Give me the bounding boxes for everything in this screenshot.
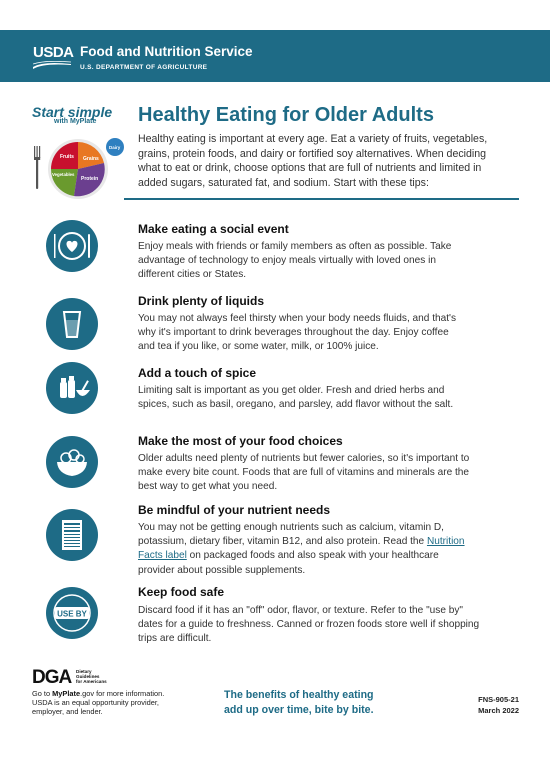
tip-line: spices, such as basil, oregano, and parsley, add flavor without the salt.: [138, 399, 454, 411]
document-date: March 2022: [478, 706, 519, 715]
more-info-line: [32, 689, 164, 698]
dga-sub-line: for Americans: [76, 679, 107, 685]
water-glass-icon: [46, 298, 98, 350]
myplate-link[interactable]: MyPlate: [52, 689, 81, 698]
tip-body: [138, 604, 520, 647]
tip-line: Enjoy meals with friends or family members as often as possible. Take: [138, 241, 452, 252]
intro-line: Healthy eating is important at every age. Eat a variety of fruits, vegetables,: [138, 133, 488, 145]
tip-line: best way to get what you need.: [138, 481, 278, 493]
tip-line: advantage of technology to enjoy meals virtually with loved ones in: [138, 255, 436, 267]
department-name: U.S. DEPARTMENT OF AGRICULTURE: [80, 64, 208, 71]
salad-bowl-icon: [46, 436, 98, 488]
spices-icon: [46, 362, 98, 414]
tip-line: Limiting salt is important as you get older. Fresh and dried herbs and: [138, 385, 445, 396]
tip-body: [138, 384, 520, 412]
nutrition-label-icon: [46, 509, 98, 561]
tip-heading: Make eating a social event: [138, 222, 289, 236]
divider: [124, 198, 519, 200]
intro-line: what to eat or drink, choose options that are full of nutrients and limited in: [138, 162, 482, 174]
tip-body: [138, 312, 520, 355]
tip-text: potassium, dietary fiber, vitamin B12, and also protein. Read the: [138, 536, 427, 548]
tip-heading: Add a touch of spice: [138, 366, 257, 380]
tip-line: dates for a guide to freshness. Canned or frozen foods store well if shopping: [138, 619, 480, 631]
use-by-stamp-icon: [46, 587, 98, 639]
plate-protein-label: Protein: [81, 176, 99, 182]
tip-body: [138, 452, 520, 495]
page-title: Healthy Eating for Older Adults: [138, 104, 434, 126]
footer: [0, 660, 550, 740]
header-banner: [0, 30, 550, 82]
tip-line: [138, 549, 520, 563]
dga-sub-line: Guidelines: [76, 674, 100, 680]
dga-logo-text: DGA: [32, 667, 72, 686]
tip-line: You may not always feel thirsty when your body needs fluids, and that's: [138, 313, 457, 324]
nutrition-facts-link[interactable]: Nutrition: [426, 536, 465, 548]
myplate-icon: [30, 138, 130, 200]
tip-line: provider about possible supplements.: [138, 564, 306, 576]
start-simple-logo: [32, 104, 127, 125]
tagline: add up over time, bite by bite.: [224, 704, 374, 716]
tip-line: different cities or States.: [138, 269, 247, 281]
plate-grains-label: Grains: [83, 156, 99, 162]
dga-subtitle: [76, 669, 107, 685]
usda-logo-text: USDA: [33, 44, 74, 61]
start-simple-subtitle: with MyPlate: [54, 118, 97, 125]
plate-vegetables-label: Vegetables: [52, 172, 75, 177]
nutrition-facts-link[interactable]: Facts label: [138, 550, 187, 562]
tip-heading: Keep food safe: [138, 585, 225, 599]
start-simple-title: Start simple: [32, 104, 113, 120]
usda-logo-swoosh-icon: [33, 61, 71, 69]
more-info-post: .gov for more information.: [80, 689, 165, 698]
tip-line: Older adults need plenty of nutrients but fewer calories, so it's important to: [138, 453, 470, 464]
tip-line: You may not be getting enough nutrients such as calcium, vitamin D,: [138, 522, 444, 533]
intro-paragraph: [138, 132, 518, 190]
tip-line: make every bite count. Foods that are full of vitamins and minerals are the: [138, 467, 470, 479]
tip-line: [138, 535, 520, 549]
tip-text: on packaged foods and also speak with your healthcare: [186, 550, 439, 562]
heart-plate-icon: [46, 220, 98, 272]
plate-dairy-label: Dairy: [109, 145, 121, 150]
intro-line: added sugars, saturated fat, and sodium. Start with these tips:: [138, 176, 429, 189]
plate-fruits-label: Fruits: [60, 154, 74, 160]
dga-sub-line: Dietary: [76, 669, 92, 674]
agency-name: Food and Nutrition Service: [80, 44, 253, 59]
document-code: FNS-905-21: [478, 695, 519, 704]
tip-heading: Drink plenty of liquids: [138, 294, 265, 308]
tip-line: why it's important to drink beverages throughout the day. Enjoy coffee: [138, 327, 449, 339]
dga-logo-icon: [32, 666, 74, 686]
tip-line: Discard food if it has an "off" odor, flavor, or texture. Refer to the "use by": [138, 605, 463, 616]
tip-line: and tea if you like, or some water, milk, or 100% juice.: [138, 341, 379, 353]
tip-body: [138, 240, 520, 283]
tagline: The benefits of healthy eating: [224, 689, 374, 701]
more-info-pre: Go to: [32, 689, 53, 698]
intro-line: grains, protein foods, and dairy or fortified soy alternatives. When deciding: [138, 147, 487, 160]
equal-opportunity-line: employer, and lender.: [32, 707, 103, 716]
tip-heading: Be mindful of your nutrient needs: [138, 503, 331, 517]
equal-opportunity-line: USDA is an equal opportunity provider,: [32, 698, 159, 707]
tip-line: trips are difficult.: [138, 633, 212, 645]
tip-heading: Make the most of your food choices: [138, 434, 343, 448]
tip-body: [138, 521, 520, 578]
use-by-text: USE BY: [57, 609, 87, 619]
